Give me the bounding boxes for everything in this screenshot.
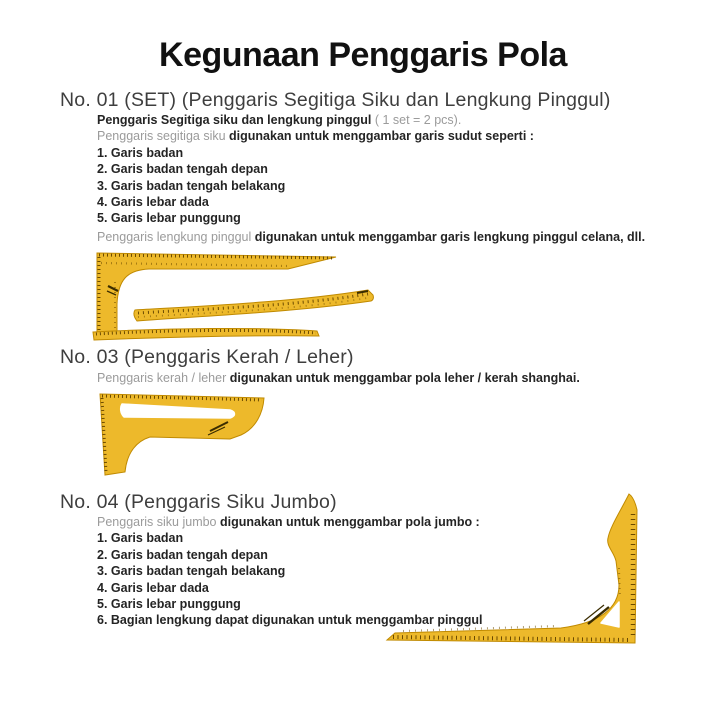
jumbo-ruler-image: [383, 490, 645, 652]
list-item: 1. Garis badan: [97, 531, 184, 546]
list-item: 3. Garis badan tengah belakang: [97, 564, 286, 579]
page-title: Kegunaan Penggaris Pola: [159, 36, 567, 74]
list-item: 1. Garis badan: [97, 145, 184, 160]
list-item: 2. Garis badan tengah depan: [97, 162, 268, 177]
intro-line-gray: Penggaris siku jumbo: [97, 515, 220, 529]
list-item: 6. Bagian lengkung dapat digunakan untuk menggambar pinggul: [97, 613, 483, 628]
intro-line: [97, 370, 580, 386]
intro-line-dark: digunakan untuk menggambar garis sudut seperti :: [229, 129, 534, 144]
section-03-body: [97, 370, 580, 386]
section-04-heading: No. 04 (Penggaris Siku Jumbo): [60, 491, 337, 513]
section-03-heading: No. 03 (Penggaris Kerah / Leher): [60, 346, 354, 368]
collar-ruler: [100, 394, 264, 475]
intro-line-gray: ( 1 set = 2 pcs).: [374, 113, 462, 127]
list-item: 4. Garis lebar dada: [97, 195, 209, 210]
intro-line-gray: Penggaris kerah / leher: [97, 371, 230, 385]
section-01-heading: No. 01 (SET) (Penggaris Segitiga Siku dan Lengkung Pinggul): [60, 89, 611, 111]
intro-line-dark: Penggaris Segitiga siku dan lengkung pinggul: [97, 113, 375, 127]
straight-ruler: [93, 328, 319, 340]
collar-ruler-image: [92, 390, 272, 484]
list-item: 4. Garis lebar dada: [97, 580, 209, 595]
intro-line-dark: digunakan untuk menggambar pola leher / kerah shanghai.: [229, 371, 580, 385]
section-01-note: [97, 229, 645, 245]
intro-line-dark: digunakan untuk menggambar pola jumbo :: [219, 515, 480, 529]
intro-line-gray: Penggaris segitiga siku: [97, 129, 230, 144]
hip-curve-ruler: [134, 290, 373, 321]
note-line: [97, 229, 645, 245]
list-item: 3. Garis badan tengah belakang: [97, 178, 286, 193]
ruler-set-image: [88, 248, 380, 344]
section-01-body: [97, 112, 534, 227]
intro-line: [97, 128, 534, 144]
l-square-ruler: [97, 253, 336, 335]
jumbo-l-square-ruler: [387, 494, 637, 643]
list-item: 2. Garis badan tengah depan: [97, 547, 268, 562]
list-item: 5. Garis lebar punggung: [97, 597, 241, 612]
list-item: 5. Garis lebar punggung: [97, 211, 241, 226]
note-line-dark: digunakan untuk menggambar garis lengkung pinggul celana, dll.: [254, 230, 646, 244]
intro-line: [97, 112, 534, 128]
note-line-gray: Penggaris lengkung pinggul: [97, 230, 255, 244]
